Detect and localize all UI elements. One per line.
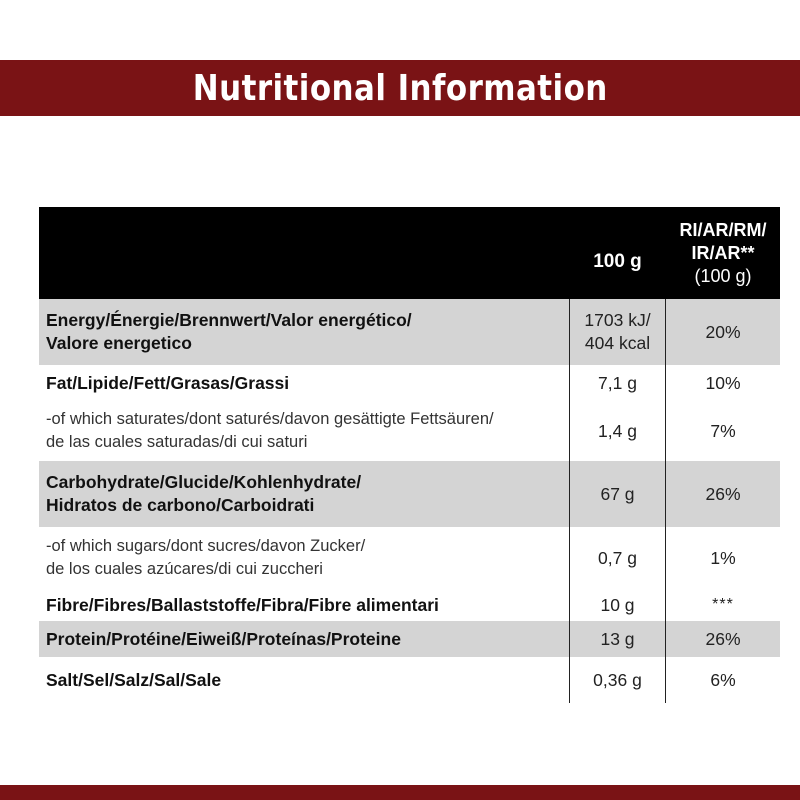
table-row-fat xyxy=(39,365,780,401)
row-label xyxy=(39,365,569,401)
row-ri: 26% xyxy=(705,483,741,504)
row-label-line2: de los cuales azúcares/di cui zuccheri xyxy=(46,560,323,578)
row-label xyxy=(39,589,569,621)
row-label-line1: Carbohydrate/Glucide/Kohlenhydrate/ xyxy=(46,472,362,492)
row-label-line1: Energy/Énergie/Brennwert/Valor energético/ xyxy=(46,310,412,330)
row-label-line1: Fat/Lipide/Fett/Grasas/Grassi xyxy=(46,372,290,393)
row-label-line1: -of which sugars/dont sucres/davon Zucker/ xyxy=(46,537,366,555)
row-label-line1: -of which saturates/dont saturés/davon gesättigte Fettsäuren/ xyxy=(46,410,494,428)
row-label xyxy=(39,461,569,527)
header-ri-line1: RI/AR/RM/ xyxy=(679,219,767,240)
row-value-100g xyxy=(569,527,666,589)
row-label xyxy=(39,621,569,657)
header-ri-line2: IR/AR** xyxy=(691,242,755,263)
row-value-line1: 0,36 g xyxy=(593,669,642,690)
header-reference-intake xyxy=(666,207,780,299)
row-value-line1: 0,7 g xyxy=(598,547,637,568)
header-label-cell xyxy=(39,207,569,299)
nutrition-table xyxy=(39,207,780,703)
row-value-line2: 404 kcal xyxy=(584,333,651,353)
row-value-line1: 1703 kJ/ xyxy=(584,310,651,330)
page-title: Nutritional Information xyxy=(192,67,608,109)
row-value-line1: 1,4 g xyxy=(598,420,637,441)
row-label xyxy=(39,657,569,703)
row-value-100g xyxy=(569,365,666,401)
row-label-line2: Valore energetico xyxy=(46,333,192,353)
row-label-line1: Salt/Sel/Salz/Sal/Sale xyxy=(46,669,222,690)
row-value-100g xyxy=(569,621,666,657)
row-ri: 7% xyxy=(710,420,736,441)
header-ri-line3: (100 g) xyxy=(694,265,752,286)
row-value-100g xyxy=(569,461,666,527)
row-value-line1: 10 g xyxy=(600,594,635,615)
row-label-line2: de las cuales saturadas/di cui saturi xyxy=(46,433,308,451)
table-row-protein xyxy=(39,621,780,657)
row-label-line2: Hidratos de carbono/Carboidrati xyxy=(46,495,315,515)
row-ri: 1% xyxy=(710,547,736,568)
row-label xyxy=(39,299,569,365)
header-per-100g: 100 g xyxy=(593,251,642,272)
row-ri: 10% xyxy=(705,372,741,393)
row-label-line1: Protein/Protéine/Eiweiß/Proteínas/Proteine xyxy=(46,628,401,649)
row-value-line1: 67 g xyxy=(600,483,635,504)
row-ri: 20% xyxy=(705,321,741,342)
title-banner xyxy=(0,60,800,116)
row-label xyxy=(39,527,569,589)
table-row-fibre xyxy=(39,589,780,621)
table-row-saturates xyxy=(39,401,780,461)
bottom-bar xyxy=(0,785,800,800)
row-ri: 6% xyxy=(710,669,736,690)
row-ri: 26% xyxy=(705,628,741,649)
row-value-100g xyxy=(569,589,666,621)
table-row-sugars xyxy=(39,527,780,589)
table-row-salt xyxy=(39,657,780,703)
row-label xyxy=(39,401,569,461)
row-value-line1: 13 g xyxy=(600,628,635,649)
row-value-100g xyxy=(569,401,666,461)
table-row-carbohydrate xyxy=(39,461,780,527)
row-value-100g xyxy=(569,657,666,703)
row-value-100g xyxy=(569,299,666,365)
row-label-line1: Fibre/Fibres/Ballaststoffe/Fibra/Fibre alimentari xyxy=(46,594,439,615)
table-row-energy xyxy=(39,299,780,365)
table-header xyxy=(39,207,780,299)
row-ri: *** xyxy=(712,596,734,613)
row-value-line1: 7,1 g xyxy=(598,372,637,393)
